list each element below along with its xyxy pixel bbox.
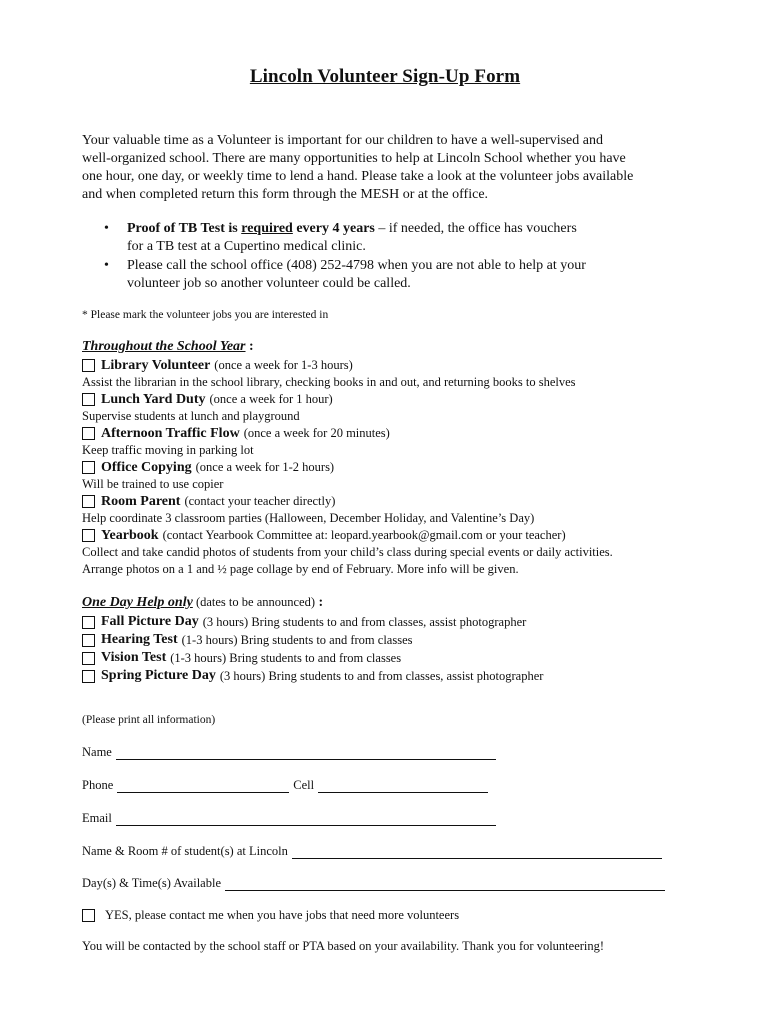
job-name: Spring Picture Day [101, 668, 216, 683]
job-name: Vision Test [101, 650, 167, 665]
tb-bold-years: every 4 years [292, 221, 375, 236]
print-note: (Please print all information) [82, 714, 216, 726]
email-field[interactable] [116, 812, 496, 826]
job-name: Library Volunteer [101, 357, 211, 373]
contact-opt-in-label: YES, please contact me when you have jobs that need more volunteers [105, 908, 460, 922]
name-row [82, 745, 500, 760]
availability-row [82, 876, 669, 891]
bullet-list [82, 220, 702, 294]
email-row [82, 811, 500, 826]
tb-rest: – if needed, the office has vouchers [374, 221, 577, 236]
availability-label: Day(s) & Time(s) Available [82, 876, 221, 890]
job-hint: (3 hours) Bring students to and from classes, assist photographer [219, 668, 544, 683]
student-row [82, 844, 666, 859]
availability-field[interactable] [225, 877, 665, 891]
name-label: Name [82, 745, 112, 759]
tb-required: required [241, 221, 293, 236]
job-name: Hearing Test [101, 632, 178, 647]
email-label: Email [82, 811, 112, 825]
student-label: Name & Room # of student(s) at Lincoln [82, 844, 288, 858]
job-description: Keep traffic moving in parking lot [82, 443, 254, 457]
page-title: Lincoln Volunteer Sign-Up Form [249, 66, 521, 87]
yearbook-checkbox[interactable] [82, 529, 95, 542]
job-traffic-flow [82, 425, 722, 442]
job-description: Supervise students at lunch and playground [82, 409, 300, 423]
job-description: Collect and take candid photos of students from your child’s class during special events or daily activities. [82, 545, 613, 559]
contact-opt-in [82, 908, 459, 923]
job-room-parent [82, 493, 722, 510]
fall-picture-checkbox[interactable] [82, 616, 95, 629]
tb-line2: for a TB test at a Cupertino medical clinic. [127, 239, 366, 254]
name-field[interactable] [116, 746, 496, 760]
one-day-section [82, 595, 722, 685]
bullet-tb-test [82, 220, 702, 256]
job-library [82, 357, 722, 374]
traffic-flow-checkbox[interactable] [82, 427, 95, 440]
closing-note: You will be contacted by the school staff or PTA based on your availability. Thank you for volunteering! [82, 939, 605, 953]
call-line2: volunteer job so another volunteer could be called. [127, 276, 411, 291]
library-checkbox[interactable] [82, 359, 95, 372]
one-day-heading: One Day Help only (dates to be announced) : [82, 595, 324, 610]
job-hint: (1-3 hours) Bring students to and from classes [181, 632, 413, 647]
intro-line: well-organized school. There are many opportunities to help at Lincoln School whether you have [82, 151, 626, 166]
cell-label: Cell [293, 778, 315, 792]
office-copying-checkbox[interactable] [82, 461, 95, 474]
bullet-call-office [82, 257, 702, 293]
spring-picture-checkbox[interactable] [82, 670, 95, 683]
tb-bold: Proof of TB Test is [127, 221, 242, 236]
hearing-test-checkbox[interactable] [82, 634, 95, 647]
job-name: Fall Picture Day [101, 614, 199, 629]
job-description: Will be trained to use copier [82, 477, 224, 491]
school-year-heading: Throughout the School Year : [82, 339, 254, 354]
intro-line: Your valuable time as a Volunteer is important for our children to have a well-supervised and [82, 133, 603, 148]
job-hint: (3 hours) Bring students to and from classes, assist photographer [202, 614, 527, 629]
job-hint: (1-3 hours) Bring students to and from classes [170, 650, 402, 665]
phone-row [82, 778, 492, 793]
job-name: Room Parent [101, 493, 181, 509]
job-yearbook [82, 527, 722, 544]
job-hint: (contact Yearbook Committee at: leopard.yearbook@gmail.com or your teacher) [162, 528, 566, 542]
job-name: Afternoon Traffic Flow [101, 425, 240, 441]
job-hint: (once a week for 1-2 hours) [195, 460, 335, 474]
intro-line: one hour, one day, or weekly time to lend a hand. Please take a look at the volunteer jobs available [82, 169, 634, 184]
job-description: Arrange photos on a 1 and ½ page collage by end of February. More info will be given. [82, 562, 519, 576]
phone-label: Phone [82, 778, 114, 792]
job-hint: (once a week for 20 minutes) [243, 426, 390, 440]
intro-line: and when completed return this form through the MESH or at the office. [82, 187, 489, 202]
job-hint: (contact your teacher directly) [184, 494, 336, 508]
job-office-copying [82, 459, 722, 476]
job-name: Office Copying [101, 459, 192, 475]
job-description: Help coordinate 3 classroom parties (Halloween, December Holiday, and Valentine’s Day) [82, 511, 535, 525]
intro-paragraph [82, 132, 692, 204]
cell-field[interactable] [318, 779, 488, 793]
job-spring-picture [82, 667, 722, 685]
vision-test-checkbox[interactable] [82, 652, 95, 665]
lunch-yard-checkbox[interactable] [82, 393, 95, 406]
job-name: Yearbook [101, 527, 159, 543]
job-hearing-test [82, 631, 722, 649]
phone-field[interactable] [117, 779, 289, 793]
call-line1: Please call the school office (408) 252-4798 when you are not able to help at your [127, 258, 586, 273]
room-parent-checkbox[interactable] [82, 495, 95, 508]
student-field[interactable] [292, 845, 662, 859]
job-description: Assist the librarian in the school library, checking books in and out, and returning books to shelves [82, 375, 576, 389]
job-vision-test [82, 649, 722, 667]
mark-jobs-note: * Please mark the volunteer jobs you are interested in [82, 309, 329, 321]
contact-opt-in-checkbox[interactable] [82, 909, 95, 922]
school-year-section [82, 339, 722, 578]
job-name: Lunch Yard Duty [101, 391, 206, 407]
job-hint: (once a week for 1 hour) [209, 392, 333, 406]
job-hint: (once a week for 1-3 hours) [214, 358, 353, 372]
bullet-icon: • [104, 221, 109, 236]
job-lunch-yard [82, 391, 722, 408]
bullet-icon: • [104, 258, 109, 273]
job-fall-picture [82, 613, 722, 631]
